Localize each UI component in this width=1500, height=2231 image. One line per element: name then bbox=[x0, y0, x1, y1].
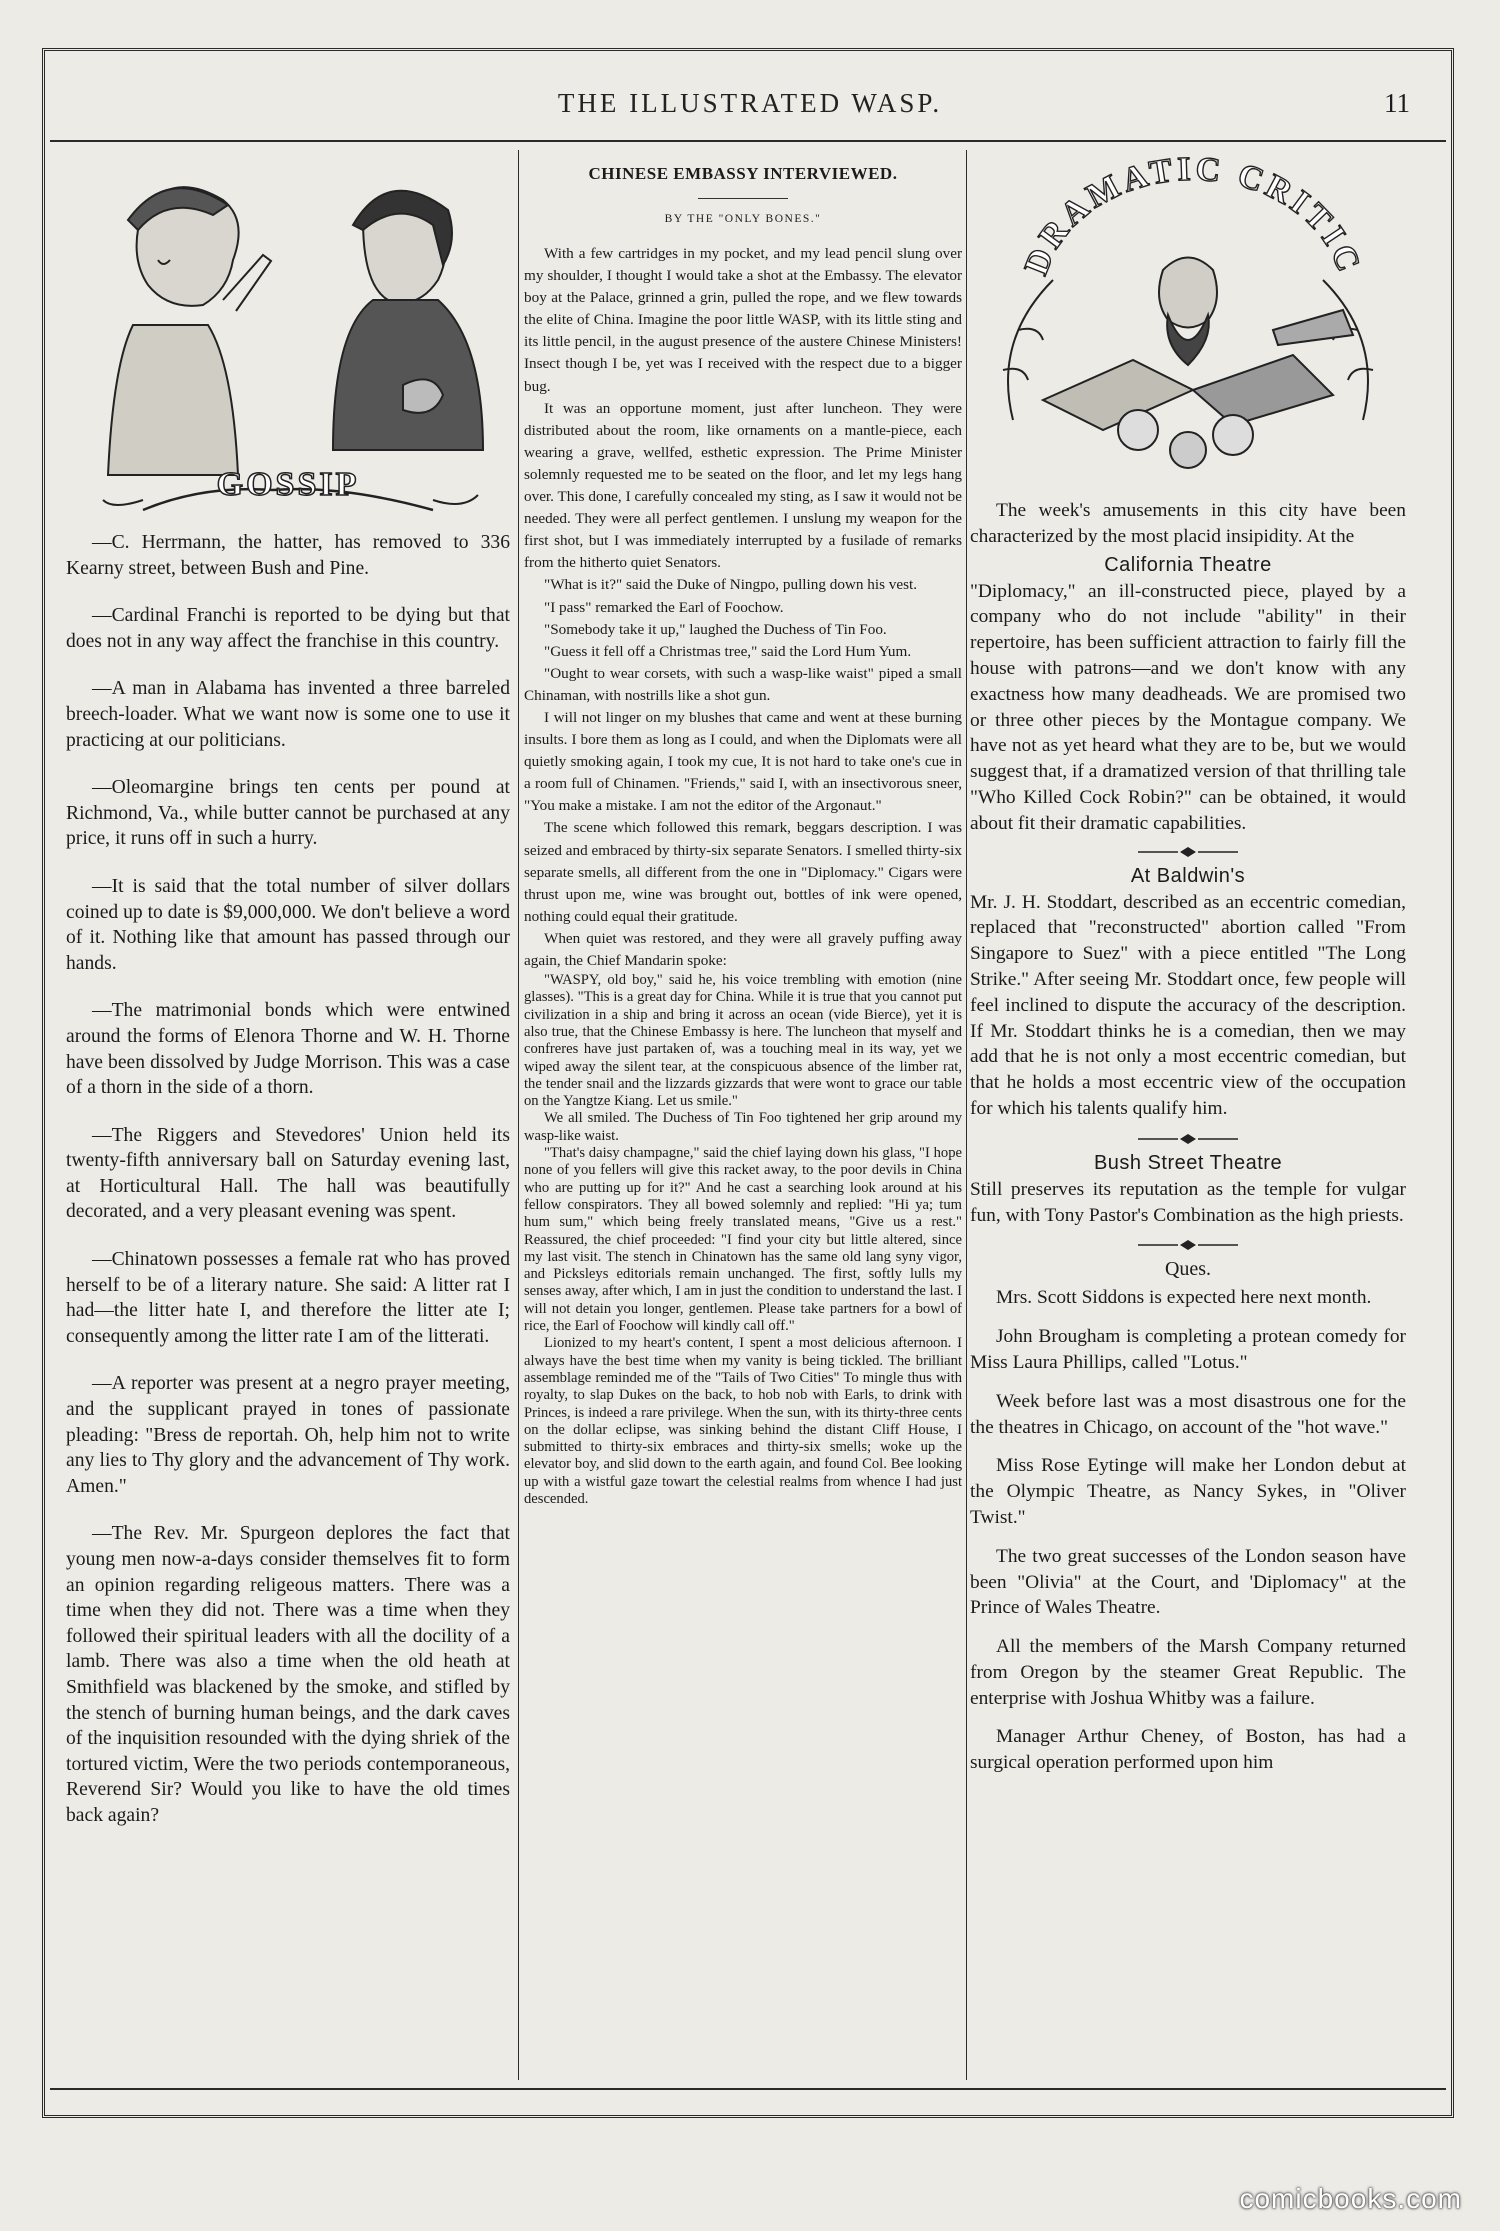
gossip-item: —Cardinal Franchi is reported to be dying but that does not in any way affect the franchise in this country. bbox=[66, 605, 510, 652]
article-title: CHINESE EMBASSY INTERVIEWED. bbox=[588, 164, 898, 183]
section-heading-california: California Theatre bbox=[1104, 553, 1272, 576]
page-title: THE ILLUSTRATED WASP. bbox=[557, 88, 943, 118]
footer-rule bbox=[50, 2088, 1446, 2090]
article-paragraph: The scene which followed this remark, beggars description. I was seized and embraced by thirty-six separate Senators. I smelled thirty-six separate smells, all different from the one in "Diplomacy." Cigars were thrust upon me, wine was brought out, bottles of ink were opened, nothing could equal their gratitude. bbox=[524, 819, 962, 925]
article-paragraph: "WASPY, old boy," said he, his voice trembling with emotion (nine glasses). "This is a great day for China. While it is true that you cannot put civilization in a ship and bring it across an ocean (vide Bierce), yet it is also true, that the Chinese Embassy is here. The luncheon that myself and confreres have just partaken of, was a touching meal in its way, yet we wiped away the silent tear, at the conspicuous absence of the limber rat, the tender snail and the lizzards gizzards that were wont to grace our table on the Yangtze Kiang. Let us smile." bbox=[524, 972, 962, 1110]
section-text-baldwin: Mr. J. H. Stoddart, described as an eccentric comedian, replaced that "reconstructed" abortion called "From Singapore to Suez" with a piece entitled "The Long Strike." After seeing Mr. Stoddart once, few people will feel inclined to dispute the accuracy of the description. If Mr. Stoddart thinks he is a comedian, then we may add that he is not only a most eccentric comedian, but that he holds a most eccentric view of the occupation for which his talents qualify him. bbox=[970, 891, 1406, 1119]
gossip-item: —Chinatown possesses a female rat who has proved herself to be of a literary nature. She said: A litter rat I had—the litter hate I, and therefore the litter ate I; consequently among the litter rate I am of the litterati. bbox=[66, 1249, 510, 1347]
ques-item: Miss Rose Eytinge will make her London debut at the Olympic Theatre, as Nancy Sykes, in "Oliver Twist." bbox=[970, 1455, 1406, 1528]
section-text-california: "Diplomacy," an ill-constructed piece, played by a company who do not include "ability" in their repertoire, has been sufficient attraction to fairly fill the house with patrons—and we don't know with any exactness how many deadheads. We are promised two or three other pieces by the Montague company. We have not as yet heard what they are to be, but we would suggest that, if a dramatized version of that thrilling tale "Who Killed Cock Robin?" can be obtained, it would about fit their dramatic capabilities. bbox=[970, 580, 1406, 834]
header-rule bbox=[50, 140, 1446, 142]
dramatic-critic-illustration bbox=[973, 150, 1403, 480]
ques-item: Manager Arthur Cheney, of Boston, has had a surgical operation performed upon him bbox=[970, 1726, 1406, 1774]
article-paragraph: "I pass" remarked the Earl of Foochow. bbox=[544, 598, 784, 616]
section-heading-ques: Ques. bbox=[1164, 1258, 1212, 1281]
ques-items bbox=[970, 1285, 1406, 1776]
article-paragraph: When quiet was restored, and they were all gravely puffing away again, the Chief Mandarin spoke: bbox=[524, 929, 962, 969]
article-paragraph: "Guess it fell off a Christmas tree," said the Lord Hum Yum. bbox=[544, 642, 912, 660]
dramatic-critic-column bbox=[966, 150, 1406, 1789]
section-divider bbox=[1138, 845, 1238, 859]
article-paragraph: "Somebody take it up," laughed the Duchess of Tin Foo. bbox=[544, 620, 887, 638]
gossip-item: —It is said that the total number of silver dollars coined up to date is $9,000,000. We don't believe a word of it. Nothing like that amount has passed through our hands. bbox=[66, 875, 510, 974]
article-body bbox=[524, 243, 962, 1508]
critic-body bbox=[970, 498, 1406, 1776]
article-paragraph: It was an opportune moment, just after luncheon. They were distributed about the room, like ornaments on a mantle-piece, each wearing a grave, wellfed, esthetic expression. The Prime Minister solemnly requested me to be seated on the floor, and let my legs hang over. This done, I carefully concealed my sting, as I saw it would not be needed. They were all perfect gentlemen. I unslung my weapon for the first shot, but I was immediately interrupted by a fusilade of remarks from the hitherto quiet Senators. bbox=[524, 399, 962, 572]
gossip-illustration bbox=[73, 150, 503, 530]
gossip-item: —The Riggers and Stevedores' Union held its twenty-fifth anniversary ball on Saturday evening last, at Horticultural Hall. The hall was beautifully decorated, and a very pleasant evening was spent. bbox=[66, 1124, 510, 1223]
section-text-bush: Still preserves its reputation as the temple for vulgar fun, with Tony Pastor's Combination as the high priests. bbox=[970, 1178, 1406, 1226]
article-paragraph: "That's daisy champagne," said the chief laying down his glass, "I hope none of you fellers will give this racket away, to the poor devils in China who are putting up for it?" And he cast a searching look around at his fellow conspirators. They all bowed solemnly and replied: "Hi ya; tum hum sum," which being freely translated means, "Give us a rest." Reassured, the chief proceeded: "I find your city but little altered, since my last visit. The stench in Chinatown has the same old lang syny vigor, and Picksleys editorials remain unchanged. The first, softly lulls my senses away, after which, I am in just the condition to understand the last. I will not detain you longer, gentlemen. Please take partners for a bowl of rice, the Earl of Foochow will kindly call off." bbox=[524, 1145, 962, 1335]
gossip-item: —The Rev. Mr. Spurgeon deplores the fact that young men now-a-days consider themselves fit to form an opinion regarding religeous matters. There was a time when they did not. There was a time when they followed their spiritual leaders with all the docility of a lamb. There was also a time when the old heath at Smithfield was blackened by the smoke, and stifled by the stench of burning human beings, and the dark caves of the inquisition resounded with the dying shriek of the tortured victim, Were the two periods contemporaneous, Reverend Sir? Would you like to have the old times back again? bbox=[66, 1523, 510, 1826]
gossip-column bbox=[66, 150, 510, 1851]
article-paragraph: We all smiled. The Duchess of Tin Foo tightened her grip around my wasp-like waist. bbox=[524, 1110, 962, 1144]
ques-item: Mrs. Scott Siddons is expected here next month. bbox=[996, 1287, 1372, 1309]
section-divider bbox=[1138, 1238, 1238, 1252]
gossip-item: —The matrimonial bonds which were entwined around the forms of Elenora Thorne and W. H. Thorne have been dissolved by Judge Morrison. This was a case of a thorn in the side of a thorn. bbox=[66, 1000, 510, 1099]
gossip-items bbox=[66, 530, 510, 1829]
article-paragraph: Lionized to my heart's content, I spent a most delicious afternoon. I always have the best time when my vanity is being tickled. The brilliant assemblage reminded me of the "Tails of Two Cities" To mingle thus with royalty, to slap Dukes on the back, to hob nob with Earls, to drink with Princes, is indeed a rare privilege. When the sun, with its thirty-three cents on the dollar eclipse, was sinking behind the distant Cliff House, I submitted to thirty-six embraces and thirty-six smells; woke up the elevator boy, and slid down to the earth again, and found Col. Bee looking up with a wistful gaze towart the celestial realms from whence I had just descended. bbox=[524, 1335, 962, 1507]
column-rule bbox=[518, 150, 519, 2080]
article-paragraph: With a few cartridges in my pocket, and my lead pencil slung over my shoulder, I thought I would take a shot at the Embassy. The elevator boy at the Palace, grinned a grin, pulled the rope, and we flew towards the elite of China. Imagine the poor little WASP, with its little sting and its little pencil, in the august presence of the austere Chinese Ministers! Insect though I be, yet was I received with the respect due to a bigger bug. bbox=[524, 245, 962, 395]
embassy-column bbox=[520, 150, 966, 1508]
watermark: comicbooks.com bbox=[1239, 2183, 1462, 2214]
article-paragraph: "Ought to wear corsets, with such a wasp-like waist" piped a small Chinaman, with nostrills like a shot gun. bbox=[524, 664, 962, 704]
gossip-item: —C. Herrmann, the hatter, has removed to 336 Kearny street, between Bush and Pine. bbox=[66, 532, 510, 579]
section-heading-baldwin: At Baldwin's bbox=[1130, 864, 1246, 887]
ques-item: The two great successes of the London season have been "Olivia" at the Court, and 'Diplomacy" at the Prince of Wales Theatre. bbox=[970, 1545, 1406, 1619]
gossip-item: —A man in Alabama has invented a three barreled breech-loader. What we want now is some one to use it practicing at our politicians. bbox=[66, 678, 510, 751]
critic-label: DRAMATIC CRITIC bbox=[1017, 150, 1369, 281]
critic-intro: The week's amusements in this city have been characterized by the most placid insipidity. At the bbox=[970, 500, 1406, 547]
gossip-label: GOSSIP bbox=[216, 466, 360, 503]
gossip-item: —Oleomargine brings ten cents per pound at Richmond, Va., while butter cannot be purchased at any price, it runs off in such a hurry. bbox=[66, 777, 510, 850]
section-heading-bush: Bush Street Theatre bbox=[1093, 1151, 1283, 1174]
article-byline: BY THE "ONLY BONES." bbox=[664, 213, 822, 225]
title-rule bbox=[698, 198, 788, 199]
gossip-item: —A reporter was present at a negro prayer meeting, and the supplicant prayed in tones of passionate pleading: "Bress de reportah. Oh, help him not to write any lies to Thy glory and the advancement of Thy work. Amen." bbox=[66, 1373, 510, 1497]
ques-item: All the members of the Marsh Company returned from Oregon by the steamer Great Republic. The enterprise with Joshua Whitby was a failure. bbox=[970, 1636, 1406, 1709]
article-paragraph: I will not linger on my blushes that came and went at these burning insults. I bore them as long as I could, and when the Diplomats were all quietly smoking again, I took my cue, It is not hard to take one's cue in a room full of Chinamen. "Friends," said I, with an insectivorous sneer, "You make a mistake. I am not the editor of the Argonaut." bbox=[524, 708, 962, 815]
ques-item: Week before last was a most disastrous one for the the theatres in Chicago, on account of the "hot wave." bbox=[970, 1390, 1406, 1438]
article-paragraph: "What is it?" said the Duke of Ningpo, pulling down his vest. bbox=[544, 576, 918, 594]
ques-item: John Brougham is completing a protean comedy for Miss Laura Phillips, called "Lotus." bbox=[970, 1326, 1406, 1373]
section-divider bbox=[1138, 1132, 1238, 1146]
page-number: 11 bbox=[1384, 88, 1410, 118]
